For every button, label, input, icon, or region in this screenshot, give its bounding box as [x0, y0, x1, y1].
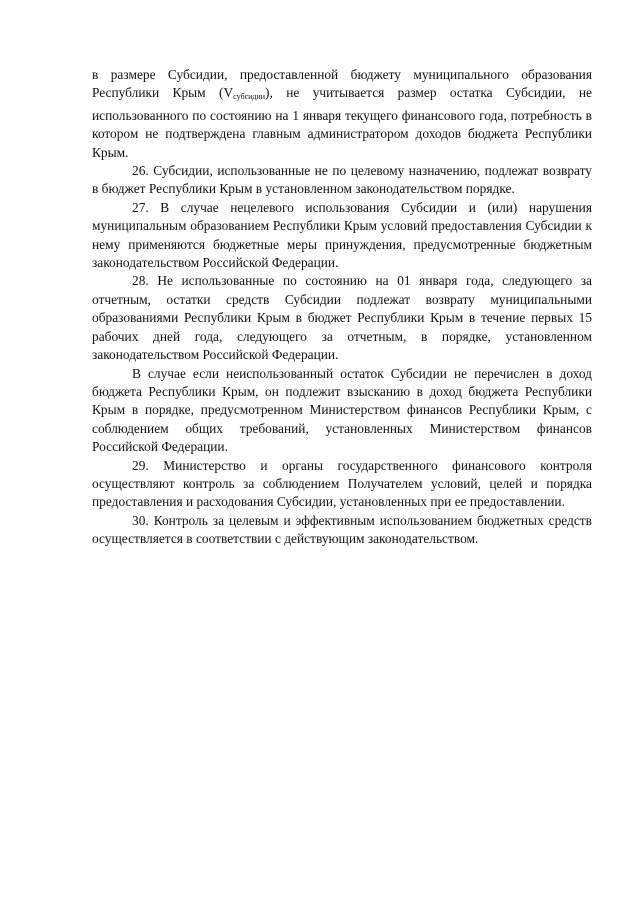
paragraph-text-part-1: в размере Субсидии, предоставленной бюджету муниципального образования Республики Крым (V: [92, 67, 592, 101]
paragraph-27: 27. В случае нецелевого использования Субсидии и (или) нарушения муниципальным образованием Республики Крым условий предоставления Субсидии к нему применяются бюджетные меры принуждения, предусмотренные бюджетным законодательством Российской Федерации.: [92, 199, 592, 271]
paragraph-30: 30. Контроль за целевым и эффективным использованием бюджетных средств осуществляется в соответствии с действующим законодательством.: [92, 512, 592, 547]
paragraph-26: 26. Субсидии, использованные не по целевому назначению, подлежат возврату в бюджет Республики Крым в установленном законодательством порядке.: [92, 163, 592, 197]
document-page: [92, 66, 592, 549]
subscript-subsidy: субсидии: [233, 92, 266, 102]
paragraph-28-continuation: В случае если неиспользованный остаток Субсидии не перечислен в доход бюджета Республики Крым, он подлежит взысканию в доход бюджета Республики Крым в порядке, предусмотренном Министерством финансов Республики Крым, с соблюдением общих требований, установленных Министерством финансов Российской Федерации.: [92, 365, 592, 455]
paragraph-text-part-2: ), не учитывается размер остатка Субсидии, не использованного по состоянию на 1 января текущего финансового года, потребность в котором не подтверждена главным администратором доходов бюджета Республики Крым.: [92, 85, 592, 160]
paragraph-29: 29. Министерство и органы государственного финансового контроля осуществляют контроль за соблюдением Получателем условий, целей и порядка предоставления и расходования Субсидии, установленных при ее предоставлении.: [92, 457, 592, 510]
paragraph-28: 28. Не использованные по состоянию на 01 января года, следующего за отчетным, остатки средств Субсидии подлежат возврату муниципальными образованиями Республики Крым в бюджет Республики Крым в течение первых 15 рабочих дней года, следующего за отчетным, в порядке, установленном законодательством Российской Федерации.: [92, 273, 592, 363]
paragraph-continuation: [92, 66, 592, 162]
